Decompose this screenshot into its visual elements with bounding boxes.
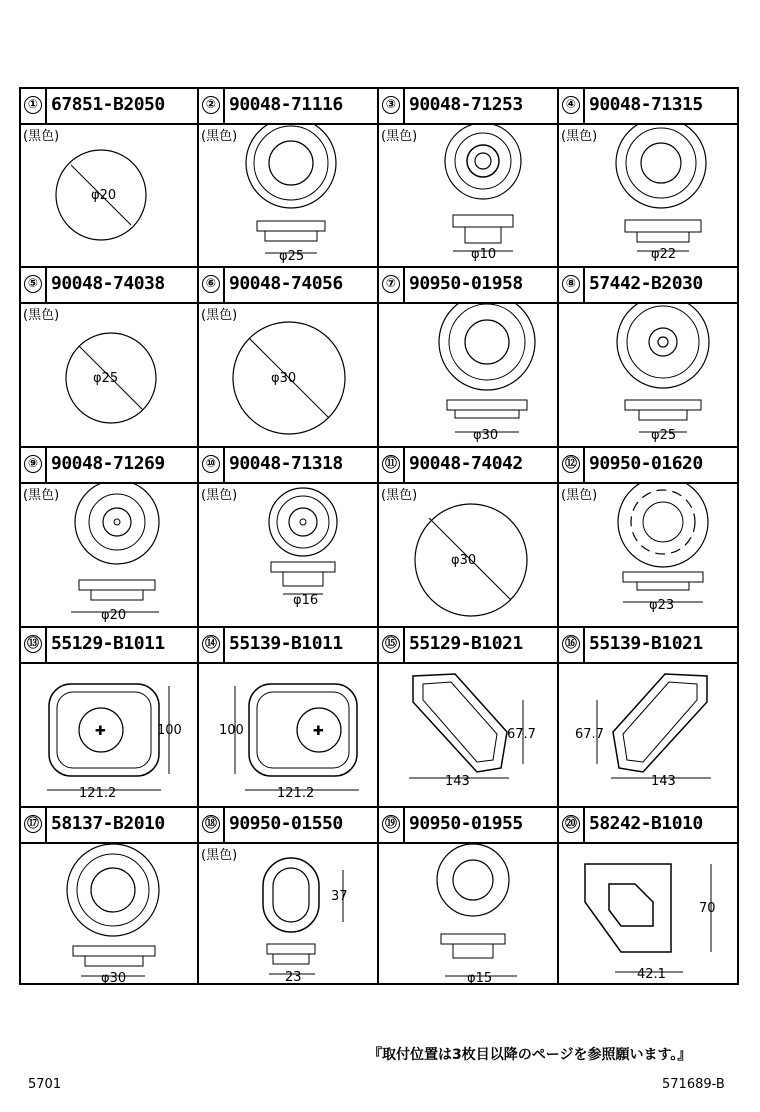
part-drawing <box>559 662 739 808</box>
page-code-left: 5701 <box>28 1077 62 1092</box>
svg-text:φ30: φ30 <box>271 371 297 386</box>
svg-text:φ30: φ30 <box>473 428 499 443</box>
part-cell <box>21 89 199 268</box>
svg-text:100: 100 <box>157 723 182 738</box>
part-drawing <box>199 842 379 988</box>
part-header <box>199 448 379 484</box>
part-cell <box>21 448 199 628</box>
part-code: 90950-01955 <box>409 813 523 834</box>
part-number-badge: ⑩ <box>202 455 220 473</box>
part-code: 67851-B2050 <box>51 94 165 115</box>
part-header <box>559 89 739 125</box>
part-code: 58242-B1010 <box>589 813 703 834</box>
part-header <box>379 448 559 484</box>
part-drawing <box>559 302 739 448</box>
part-drawing <box>559 842 739 988</box>
part-header <box>559 628 739 664</box>
svg-text:φ25: φ25 <box>93 371 119 386</box>
part-code: 55139-B1021 <box>589 633 703 654</box>
svg-text:67.7: 67.7 <box>575 727 604 742</box>
part-drawing <box>379 662 559 808</box>
part-drawing <box>559 123 739 269</box>
svg-text:70: 70 <box>699 901 716 916</box>
part-code: 90950-01958 <box>409 273 523 294</box>
part-cell <box>559 448 739 628</box>
part-drawing <box>559 482 739 628</box>
svg-text:φ10: φ10 <box>471 247 497 262</box>
part-drawing <box>21 662 201 808</box>
part-cell <box>379 808 559 985</box>
part-drawing <box>379 482 559 628</box>
part-drawing <box>199 482 379 628</box>
svg-text:✚: ✚ <box>95 724 106 739</box>
color-note: (黒色) <box>23 488 60 503</box>
part-cell <box>379 268 559 448</box>
svg-text:φ23: φ23 <box>649 598 675 613</box>
part-header <box>21 628 199 664</box>
color-note: (黒色) <box>201 848 238 863</box>
parts-table <box>19 87 739 985</box>
part-number-badge: ⑧ <box>562 275 580 293</box>
svg-text:φ25: φ25 <box>651 428 677 443</box>
part-code: 55129-B1021 <box>409 633 523 654</box>
part-number-badge: ⑯ <box>562 635 580 653</box>
svg-text:143: 143 <box>445 774 470 789</box>
part-code: 57442-B2030 <box>589 273 703 294</box>
color-note: (黒色) <box>23 129 60 144</box>
part-number-badge: ⑫ <box>562 455 580 473</box>
part-header <box>21 808 199 844</box>
part-header <box>21 268 199 304</box>
part-header <box>21 89 199 125</box>
part-header <box>199 628 379 664</box>
svg-text:143: 143 <box>651 774 676 789</box>
part-number-badge: ⑲ <box>382 815 400 833</box>
part-code: 58137-B2010 <box>51 813 165 834</box>
part-cell <box>559 628 739 808</box>
color-note: (黒色) <box>381 129 418 144</box>
part-cell <box>559 808 739 985</box>
part-header <box>21 448 199 484</box>
svg-text:φ15: φ15 <box>467 971 493 986</box>
svg-text:42.1: 42.1 <box>637 967 666 982</box>
part-code: 55139-B1011 <box>229 633 343 654</box>
part-drawing <box>379 123 559 269</box>
svg-text:100: 100 <box>219 723 244 738</box>
svg-text:121.2: 121.2 <box>79 786 117 801</box>
color-note: (黒色) <box>561 488 598 503</box>
part-number-badge: ⑪ <box>382 455 400 473</box>
part-drawing <box>199 662 379 808</box>
color-note: (黒色) <box>561 129 598 144</box>
part-cell <box>199 628 379 808</box>
svg-text:φ16: φ16 <box>293 593 319 608</box>
color-note: (黒色) <box>23 308 60 323</box>
part-cell <box>379 448 559 628</box>
part-number-badge: ⑰ <box>24 815 42 833</box>
color-note: (黒色) <box>201 129 238 144</box>
part-cell <box>379 89 559 268</box>
part-header <box>199 268 379 304</box>
part-drawing <box>21 482 201 628</box>
part-drawing <box>21 123 201 269</box>
part-drawing <box>199 123 379 269</box>
part-drawing <box>379 842 559 988</box>
part-header <box>559 448 739 484</box>
part-number-badge: ⑮ <box>382 635 400 653</box>
part-cell <box>199 268 379 448</box>
svg-text:φ22: φ22 <box>651 247 677 262</box>
part-cell <box>199 89 379 268</box>
footer-note: 『取付位置は3枚目以降のページを参照願います。』 <box>368 1047 692 1063</box>
svg-text:✚: ✚ <box>313 724 324 739</box>
part-header <box>379 628 559 664</box>
color-note: (黒色) <box>201 308 238 323</box>
part-cell <box>21 808 199 985</box>
svg-text:121.2: 121.2 <box>277 786 315 801</box>
svg-text:23: 23 <box>285 970 302 985</box>
part-cell <box>199 448 379 628</box>
part-number-badge: ⑤ <box>24 275 42 293</box>
svg-text:φ30: φ30 <box>101 971 127 986</box>
part-number-badge: ⑥ <box>202 275 220 293</box>
svg-text:φ30: φ30 <box>451 553 477 568</box>
color-note: (黒色) <box>381 488 418 503</box>
part-drawing <box>379 302 559 448</box>
part-header <box>559 808 739 844</box>
svg-text:φ20: φ20 <box>91 188 117 203</box>
part-code: 90048-74038 <box>51 273 165 294</box>
part-number-badge: ⑬ <box>24 635 42 653</box>
part-number-badge: ⑭ <box>202 635 220 653</box>
page-code-right: 571689-B <box>662 1077 725 1092</box>
part-number-badge: ② <box>202 96 220 114</box>
part-header <box>199 89 379 125</box>
color-note: (黒色) <box>201 488 238 503</box>
part-code: 90048-71318 <box>229 453 343 474</box>
part-code: 90950-01550 <box>229 813 343 834</box>
part-cell <box>559 268 739 448</box>
part-code: 90048-74042 <box>409 453 523 474</box>
part-header <box>379 808 559 844</box>
part-number-badge: ⑨ <box>24 455 42 473</box>
part-cell <box>379 628 559 808</box>
part-number-badge: ③ <box>382 96 400 114</box>
svg-text:67.7: 67.7 <box>507 727 536 742</box>
part-cell <box>21 268 199 448</box>
part-drawing <box>21 842 201 988</box>
part-header <box>199 808 379 844</box>
part-number-badge: ⑦ <box>382 275 400 293</box>
part-code: 90048-74056 <box>229 273 343 294</box>
part-header <box>379 268 559 304</box>
part-number-badge: ① <box>24 96 42 114</box>
svg-text:37: 37 <box>331 889 348 904</box>
part-code: 90048-71269 <box>51 453 165 474</box>
part-header <box>379 89 559 125</box>
part-code: 90048-71116 <box>229 94 343 115</box>
part-number-badge: ⑳ <box>562 815 580 833</box>
part-code: 90048-71315 <box>589 94 703 115</box>
part-drawing <box>21 302 201 448</box>
part-code: 55129-B1011 <box>51 633 165 654</box>
part-cell <box>21 628 199 808</box>
part-cell <box>559 89 739 268</box>
part-cell <box>199 808 379 985</box>
part-code: 90048-71253 <box>409 94 523 115</box>
svg-text:φ20: φ20 <box>101 608 127 623</box>
part-number-badge: ④ <box>562 96 580 114</box>
part-code: 90950-01620 <box>589 453 703 474</box>
part-drawing <box>199 302 379 448</box>
part-header <box>559 268 739 304</box>
svg-text:φ25: φ25 <box>279 249 305 264</box>
part-number-badge: ⑱ <box>202 815 220 833</box>
